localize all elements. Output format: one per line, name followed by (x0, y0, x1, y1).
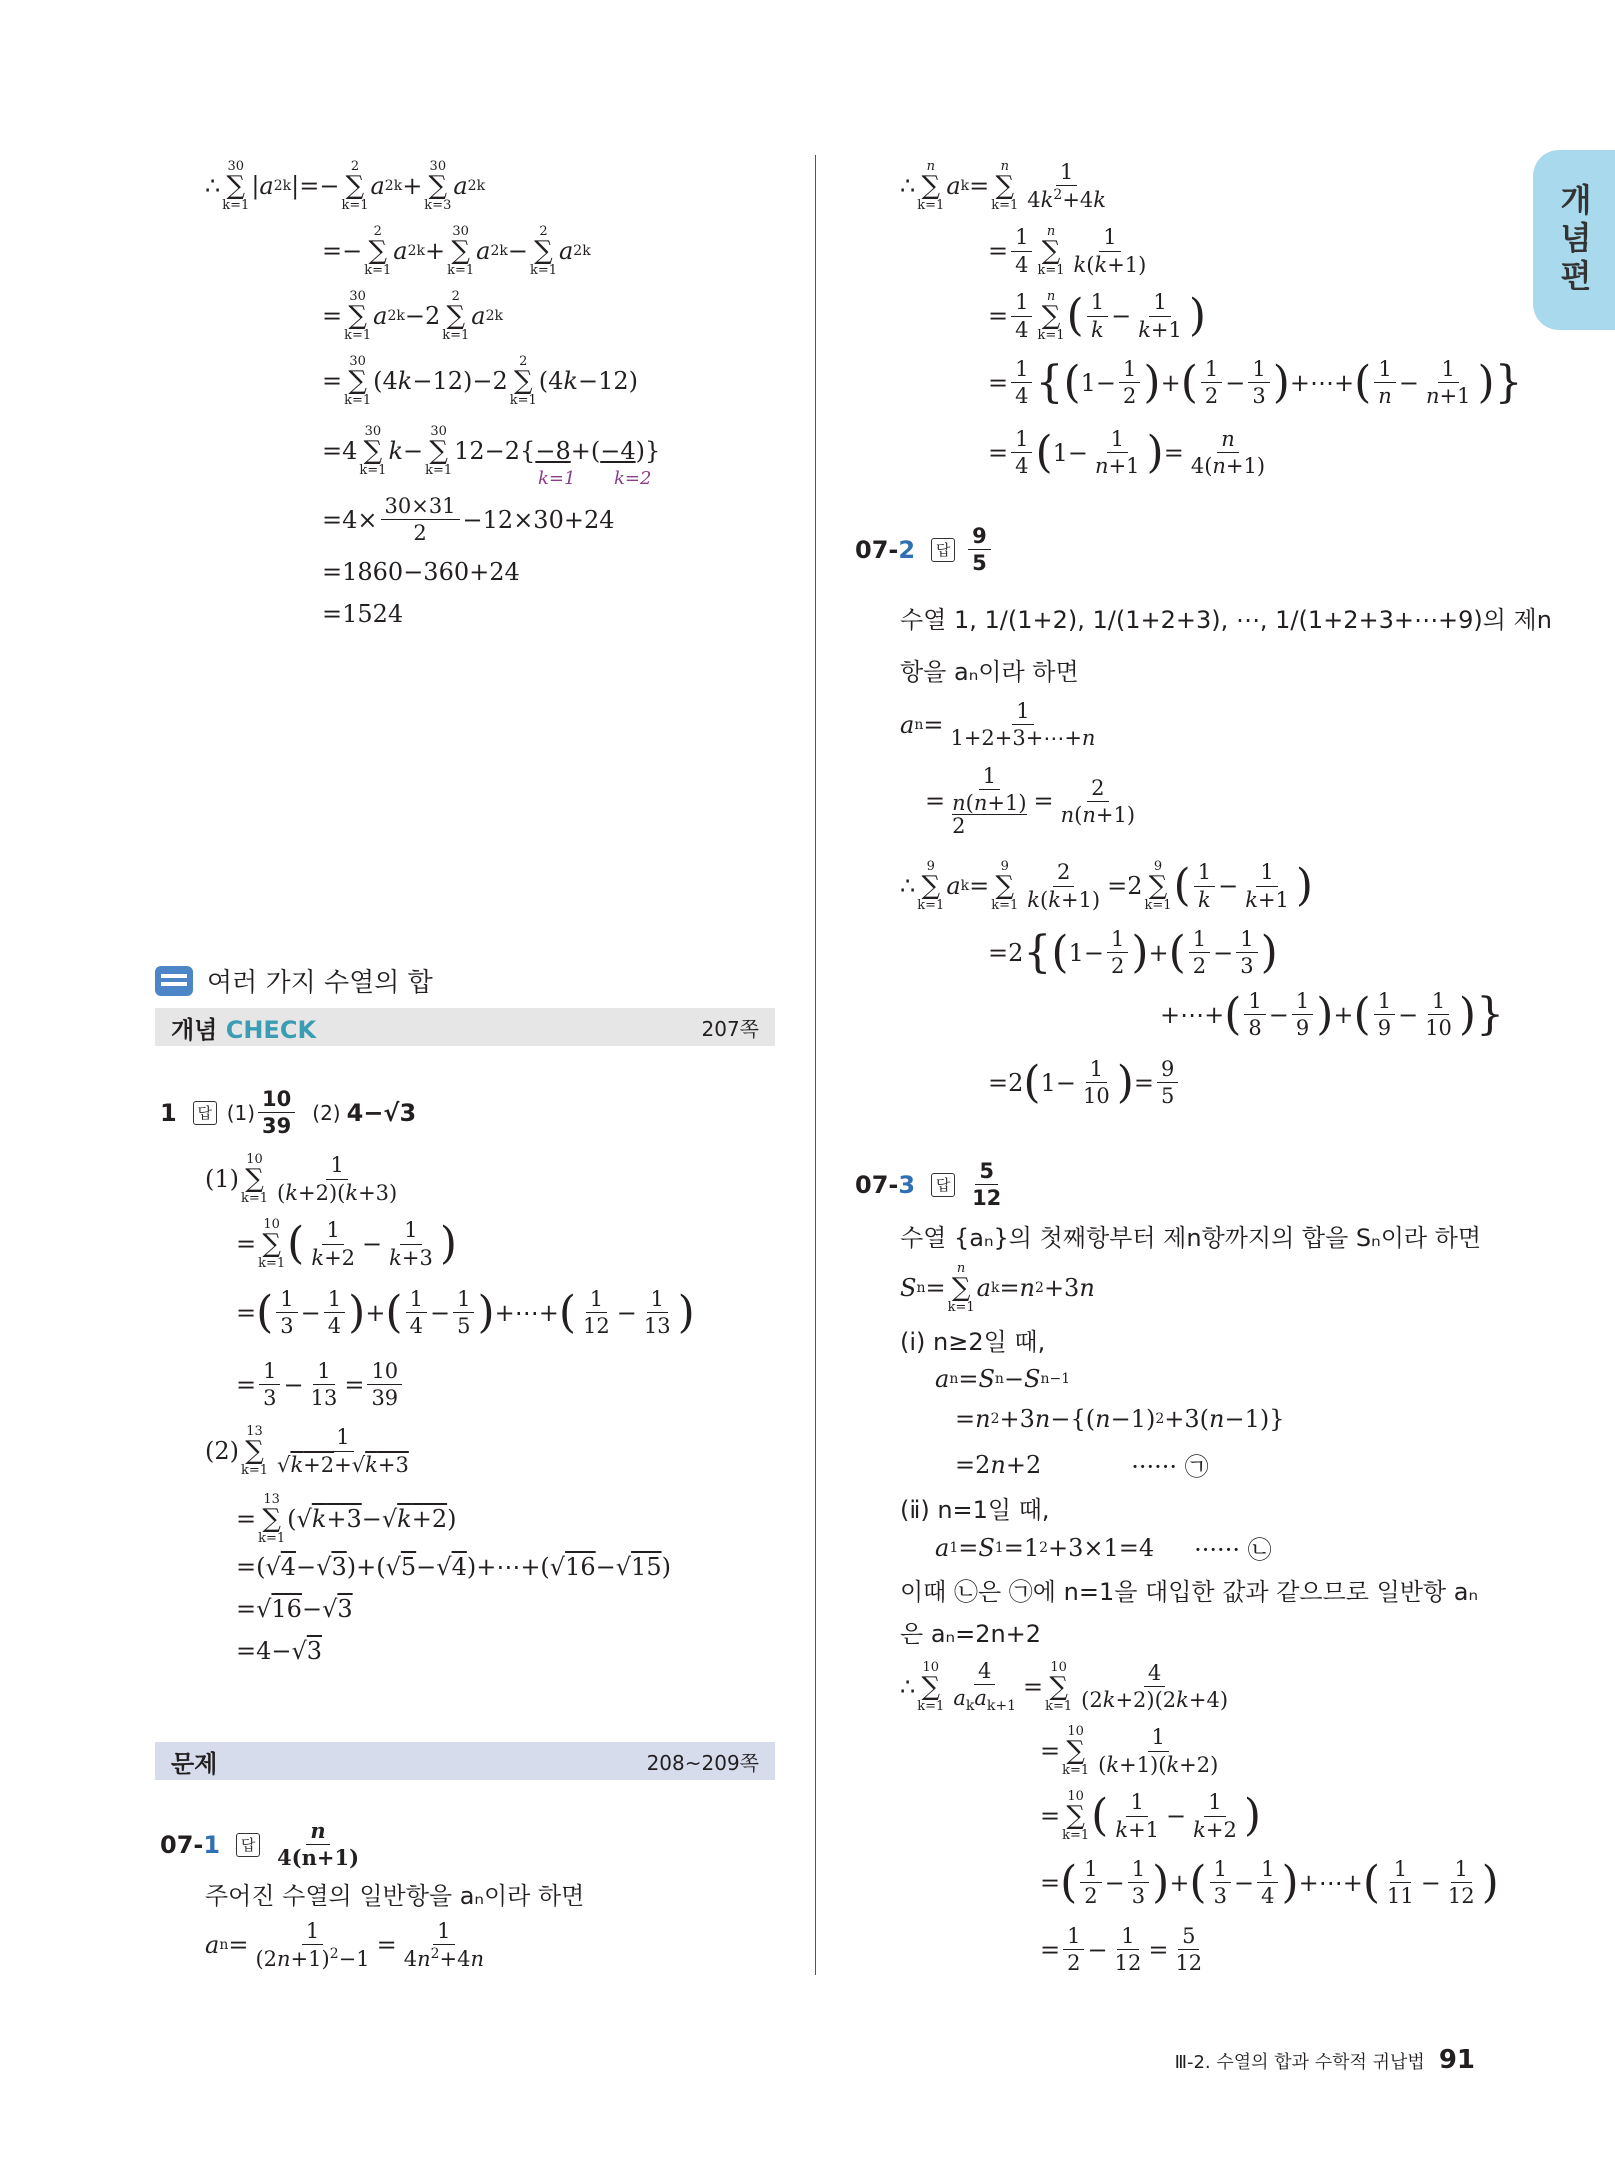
answer-mark: 답 (236, 1833, 260, 1857)
math-line: =2 {( 1− $\frac{1}{2}$ ) + ( $\frac{1}{2}$ − $\frac{1}{3}$ ) (988, 926, 1278, 979)
math-line: = 13 ∑ k=1 (√ k+3 −√ k+2 ) (236, 1492, 457, 1546)
column-divider (815, 155, 816, 1975)
problem-text: 수열 {aₙ}의 첫째항부터 제n항까지의 합을 Sₙ이라 하면 (900, 1224, 1482, 1252)
math-line: = $\frac{1}{4}$ {( 1− $\frac{1}{2}$ ) + ( $\frac{1}{2}$ − $\frac{1}{3}$ ) +⋯+ ( $\frac{1}{n}$ − $\frac{1}{n+1}$ )} (988, 356, 1523, 409)
math-line: =√ 16 −√ 3 (236, 1595, 353, 1623)
math-line: =4× $\frac{30\times 31}{2}$ −12×30+24 (322, 494, 615, 546)
question-1: 1 답 (1) $\frac{10}{39}$ (2) 4−√3 (160, 1087, 417, 1139)
math-line: +⋯+ ( $\frac{1}{8}$ − $\frac{1}{9}$ ) + ( $\frac{1}{9}$ − $\frac{1}{10}$ )} (1160, 988, 1505, 1041)
concept-check-bar: 개념 CHECK 207쪽 (155, 1008, 775, 1046)
problem-text: 은 aₙ=2n+2 (900, 1620, 1042, 1648)
problem-text: 수열 1, 1/(1+2), 1/(1+2+3), ⋯, 1/(1+2+3+⋯+9)의 제n (900, 606, 1552, 634)
math-line: = 10 ∑ k=1 ( $\frac{1}{k+1}$ − $\frac{1}{k+2}$ ) (1040, 1789, 1262, 1843)
problem-07-3: 07-3 답 $\frac{5}{12}$ (855, 1159, 1002, 1211)
side-tab: 개념편 (1533, 150, 1615, 330)
math-line: =1860−360+24 (322, 558, 520, 586)
math-line: (2) 13 ∑ k=1 $\frac{1}{√k+2+√k+3}$ (205, 1424, 409, 1478)
math-line: ∴ 30 ∑ k=1 | a 2k |=− 2 ∑ k=1 a 2k + 30 ∑ k=3 a 2k (205, 159, 486, 213)
math-line: =− 2 ∑ k=1 a 2k + 30 ∑ k=1 a 2k − 2 ∑ k=1 a 2k (322, 224, 591, 278)
math-line: ∴ 9 ∑ k=1 a k = 9 ∑ k=1 $\frac{2}{k(k+1)}$ =2 9 ∑ k=1 ( $\frac{1}{k}$ − $\frac{1}{k+1}$ ) (900, 859, 1314, 913)
math-line: = $\frac{1}{3}$ − $\frac{1}{13}$ = $\frac{10}{39}$ (236, 1360, 405, 1409)
math-line: = 30 ∑ k=1 a 2k −2 2 ∑ k=1 a 2k (322, 289, 503, 343)
problem-text: 항을 aₙ이라 하면 (900, 658, 1079, 686)
math-line: =1524 (322, 600, 404, 628)
math-line: = 1 n(n+1) 2 = $\frac{2}{n(n+1)}$ (925, 764, 1136, 839)
problem-bar: 문제 208~209쪽 (155, 1742, 775, 1780)
math-line: =(√ 4 −√ 3 )+(√ 5 −√ 4 )+⋯+(√ 16 −√ 15 ) (236, 1553, 671, 1581)
problem-07-1: 07-1 답 $\frac{n}{4(n+1)}$ (160, 1818, 360, 1871)
math-line: =2 n +2 ······ ㉠ (955, 1450, 1209, 1481)
math-line: = 30 ∑ k=1 (4 k −12)−2 2 ∑ k=1 (4 k −12) (322, 354, 638, 408)
page-footer (1175, 2045, 1475, 2075)
problem-07-2: 07-2 답 $\frac{9}{5}$ (855, 525, 994, 574)
k-label: k=2 (614, 468, 652, 489)
math-line: = ( $\frac{1}{3}$ − $\frac{1}{4}$ ) + ( $\frac{1}{4}$ − $\frac{1}{5}$ ) +⋯+ ( $\frac{1}{12}$ − $\frac{1}{13}$ ) (236, 1286, 695, 1339)
math-line: =4 30 ∑ k=1 k − 30 ∑ k=1 12−2{ −8 +( −4 )} (322, 424, 661, 478)
math-line: = $\frac{1}{4}$ n ∑ k=1 $\frac{1}{k(k+1)}$ (988, 224, 1147, 278)
case-label: (ⅰ) n≥2일 때, (900, 1328, 1046, 1356)
math-line: = $\frac{1}{2}$ − $\frac{1}{12}$ = $\frac{5}{12}$ (1040, 1924, 1203, 1976)
math-line: =4−√ 3 (236, 1637, 323, 1665)
math-line: ∴ 10 ∑ k=1 $\frac{4}{a_ka_{k+1}}$ = 10 ∑ k=1 $\frac{4}{(2k+2)(2k+4)}$ (900, 1659, 1229, 1715)
answer-mark: 답 (931, 1173, 955, 1197)
math-line: a n = S n − S n−1 (935, 1365, 1071, 1393)
section-heading: 여러 가지 수열의 합 (155, 962, 433, 999)
math-line: S n = n ∑ k=1 a k = n 2 +3 n (900, 1261, 1095, 1315)
answer-mark: 답 (931, 538, 955, 562)
math-line: = $\frac{1}{4}$ ( 1− $\frac{1}{n+1}$ ) = $\frac{n}{4(n+1)}$ (988, 426, 1266, 479)
math-line: a n = $\frac{1}{1+2+3+\cdots+n}$ (900, 699, 1096, 751)
math-line: a 1 = S 1 =1 2 +3×1=4 ······ ㉡ (935, 1533, 1272, 1564)
problem-text: 주어진 수열의 일반항을 aₙ이라 하면 (205, 1882, 585, 1910)
problem-text: 이때 ㉡은 ㉠에 n=1을 대입한 값과 같으므로 일반항 aₙ (900, 1578, 1479, 1606)
section-3-icon (155, 966, 193, 996)
math-line: = ( $\frac{1}{2}$ − $\frac{1}{3}$ ) + ( $\frac{1}{3}$ − $\frac{1}{4}$ ) +⋯+ ( $\frac{1}{11}$ − $\frac{1}{12}$ ) (1040, 1856, 1499, 1909)
math-line: ∴ n ∑ k=1 a k = n ∑ k=1 $\frac{1}{4k^2+4k}$ (900, 159, 1107, 213)
case-label: (ⅱ) n=1일 때, (900, 1496, 1050, 1524)
math-line: =2 ( 1− $\frac{1}{10}$ ) = $\frac{9}{5}$ (988, 1058, 1181, 1107)
page-number: 91 (1438, 2045, 1475, 2075)
k-label: k=1 (538, 468, 576, 489)
math-line: = n 2 +3 n −{( n −1) 2 +3( n −1)} (955, 1405, 1285, 1433)
math-line: (1) 10 ∑ k=1 $\frac{1}{(k+2)(k+3)}$ (205, 1152, 398, 1206)
math-line: = 10 ∑ k=1 $\frac{1}{(k+1)(k+2)}$ (1040, 1724, 1219, 1778)
answer-mark: 답 (193, 1101, 217, 1125)
math-line: = $\frac{1}{4}$ n ∑ k=1 ( $\frac{1}{k}$ − $\frac{1}{k+1}$ ) (988, 289, 1207, 343)
math-line: a n = $\frac{1}{(2n+1)^2-1}$ = $\frac{1}{4n^2+4n}$ (205, 1919, 485, 1972)
chapter-title: Ⅲ-2. 수열의 합과 수학적 귀납법 (1174, 2052, 1425, 2073)
math-line: = 10 ∑ k=1 ( $\frac{1}{k+2}$ − $\frac{1}{k+3}$ ) (236, 1217, 458, 1271)
